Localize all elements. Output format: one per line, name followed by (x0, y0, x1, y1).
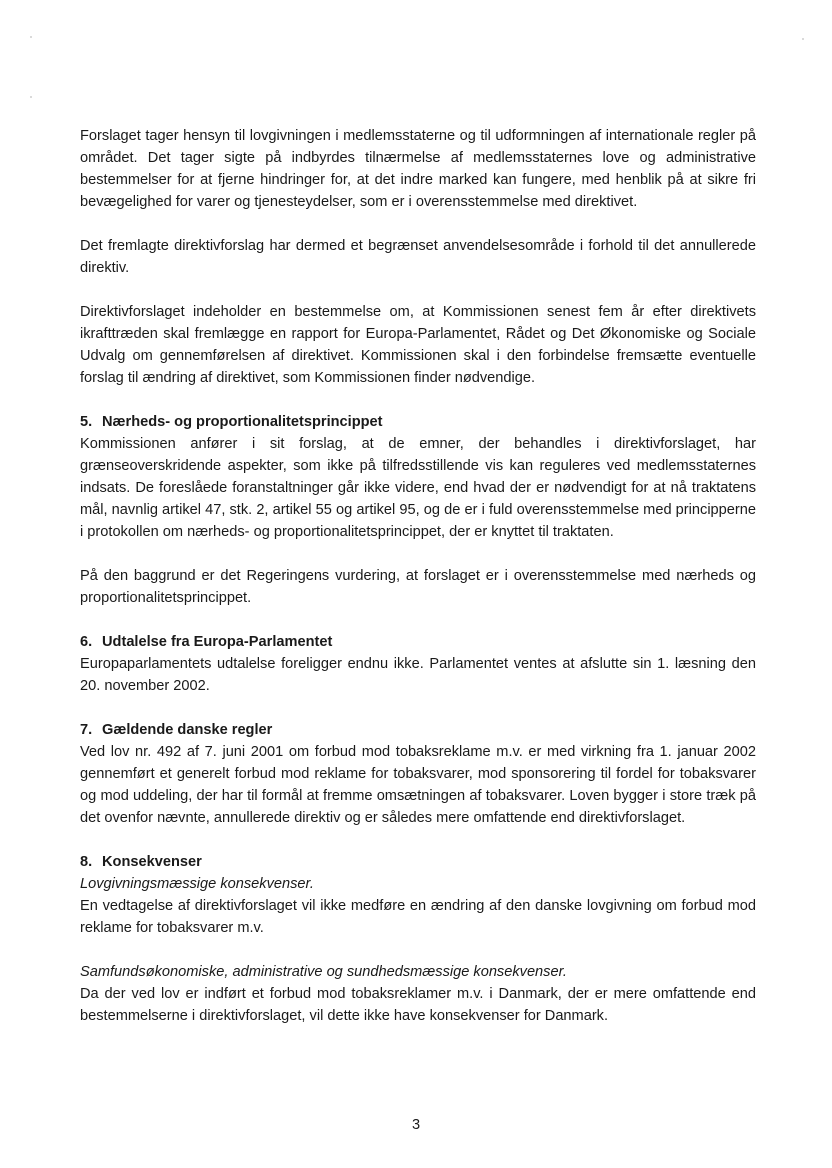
document-body (80, 125, 756, 1027)
section-7-title: Gældende danske regler (102, 722, 273, 738)
page-number: 3 (411, 1117, 421, 1133)
scan-speck (802, 38, 804, 40)
section-6-heading (80, 631, 756, 653)
section-7-number: 7. (80, 722, 93, 738)
intro-paragraph-3: Direktivforslaget indeholder en bestemmelse om, at Kommissionen senest fem år efter direktivets ikrafttræden skal fremlægge en rapport for Europa-Parlamentet, Rådet og Det Økonomiske og Sociale Udvalg om gennemførelsen af direktivet. Kommissionen skal i den forbindelse fremsætte eventuelle forslag til ændring af direktivet, som Kommissionen finder nødvendige. (80, 304, 756, 386)
section-8-subheading-1: Lovgivningsmæssige konsekvenser. (80, 876, 314, 892)
section-6-title: Udtalelse fra Europa-Parlamentet (102, 634, 333, 650)
section-6-paragraph-1: Europaparlamentets udtalelse foreligger endnu ikke. Parlamentet ventes at afslutte sin 1. læsning den 20. november 2002. (80, 656, 756, 694)
section-8-title: Konsekvenser (102, 854, 202, 870)
section-8-heading (80, 851, 756, 873)
section-8-paragraph-1: En vedtagelse af direktivforslaget vil ikke medføre en ændring af den danske lovgivning om forbud mod reklame for tobaksvarer m.v. (80, 898, 756, 936)
section-5-paragraph-2: På den baggrund er det Regeringens vurdering, at forslaget er i overensstemmelse med nærheds og proportionalitetsprincippet. (80, 568, 756, 606)
intro-paragraph-2: Det fremlagte direktivforslag har dermed et begrænset anvendelsesområde i forhold til det annullerede direktiv. (80, 238, 756, 276)
section-8-number: 8. (80, 854, 93, 870)
section-5-heading (80, 411, 756, 433)
section-7-heading (80, 719, 756, 741)
section-8-paragraph-2: Da der ved lov er indført et forbud mod tobaksreklamer m.v. i Danmark, der er mere omfattende end bestemmelserne i direktivforslaget, vil dette ikke have konsekvenser for Danmark. (80, 986, 756, 1024)
scan-speck (30, 96, 32, 98)
section-7-paragraph-1: Ved lov nr. 492 af 7. juni 2001 om forbud mod tobaksreklame m.v. er med virkning fra 1. januar 2002 gennemført et generelt forbud mod reklame for tobaksvarer, mod sponsorering til fordel for tobaksvarer og mod uddeling, der har til formål at fremme omsætningen af tobaksvarer. Loven bygger i store træk på det ovenfor nævnte, annullerede direktiv og er således mere omfattende end direktivforslaget. (80, 744, 756, 826)
scan-speck (30, 36, 32, 38)
section-5-title: Nærheds- og proportionalitetsprincippet (102, 414, 383, 430)
section-5-paragraph-1: Kommissionen anfører i sit forslag, at de emner, der behandles i direktivforslaget, har grænseoverskridende aspekter, som ikke på tilfredsstillende vis kan reguleres ved medlemsstaternes indsats. De foreslåede foranstaltninger går ikke videre, end hvad der er nødvendigt for at nå traktatens mål, navnlig artikel 47, stk. 2, artikel 55 og artikel 95, og de er i fuld overensstemmelse med principperne i protokollen om nærheds- og proportionalitetsprincippet, der er knyttet til traktaten. (80, 436, 756, 540)
section-6-number: 6. (80, 634, 93, 650)
intro-paragraph-1: Forslaget tager hensyn til lovgivningen i medlemsstaterne og til udformningen af internationale regler på området. Det tager sigte på indbyrdes tilnærmelse af medlemsstaternes love og administrative bestemmelser for at fjerne hindringer for, at det indre marked kan fungere, med henblik på at sikre fri bevægelighed for varer og tjenesteydelser, som er i overensstemmelse med direktivet. (80, 128, 756, 210)
section-5-number: 5. (80, 414, 93, 430)
section-8-subheading-2: Samfundsøkonomiske, administrative og sundhedsmæssige konsekvenser. (80, 964, 567, 980)
